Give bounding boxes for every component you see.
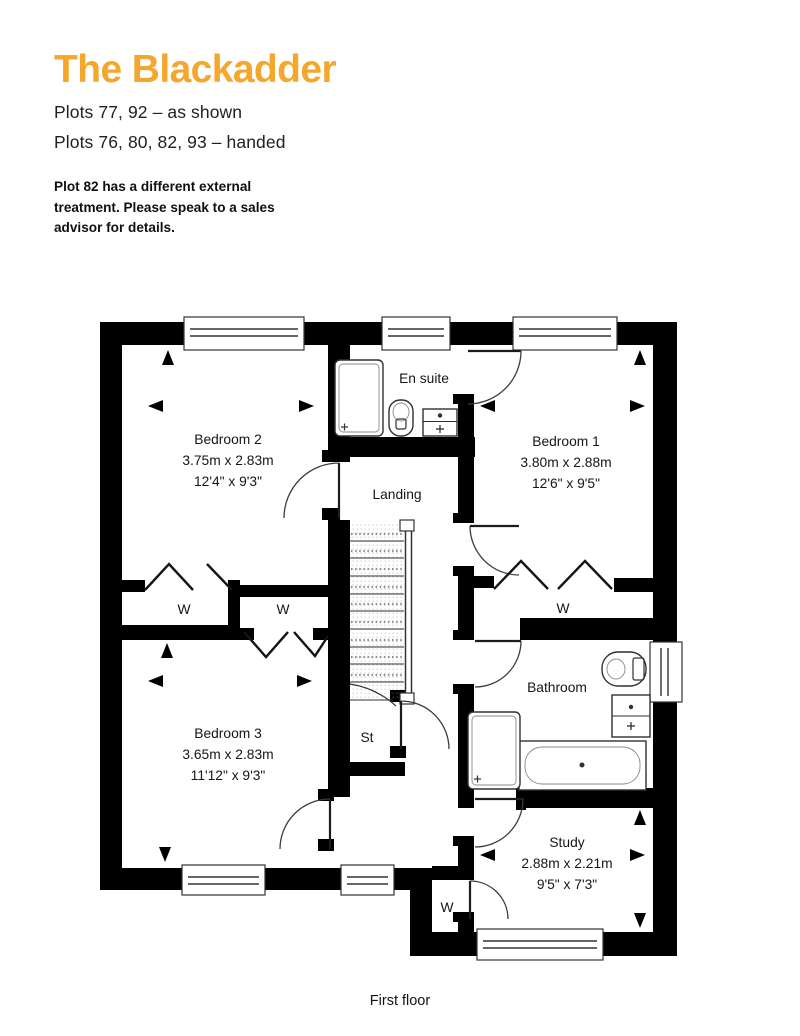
window-bedroom3-bottom-right (341, 865, 394, 895)
bedroom1-wardrobe-bifold-b (558, 561, 612, 589)
study-imperial: 9'5" x 7'3" (536, 877, 598, 892)
arrow-right (299, 400, 314, 412)
bedroom3-imperial: 11'12" x 9'3" (190, 768, 266, 783)
bathroom-label: Bathroom (527, 680, 587, 695)
store-label: St (360, 730, 374, 745)
window-bedroom3-bottom-left (182, 865, 265, 895)
bedroom1-imperial: 12'6" x 9'5" (532, 476, 600, 491)
bedroom2-wardrobe-bifold (145, 564, 193, 590)
bedroom2-imperial: 12'4" x 9'3" (194, 474, 262, 489)
bathroom-shower-tray (468, 712, 520, 789)
plots-as-shown-line: Plots 77, 92 – as shown (54, 102, 243, 122)
arrow-up (161, 643, 173, 658)
plot-note-line-1: Plot 82 has a different external (54, 179, 252, 194)
landing-label: Landing (372, 487, 422, 502)
bedroom2-metric: 3.75m x 2.83m (182, 453, 274, 468)
study-metric: 2.88m x 2.21m (521, 856, 613, 871)
arrow-right (630, 849, 645, 861)
window-bedroom2-top (184, 317, 304, 350)
bathroom-toilet (602, 652, 646, 686)
ensuite-basin (423, 409, 457, 436)
ensuite-toilet (389, 400, 413, 436)
arrow-up (162, 350, 174, 365)
page-title: The Blackadder (54, 48, 337, 91)
bathroom-basin (612, 695, 650, 737)
bathroom-bath (519, 741, 646, 790)
wardrobe-label-bedroom2: W (177, 602, 191, 617)
bedroom1-door (470, 526, 519, 575)
ensuite-door (468, 351, 521, 404)
bedroom2-wardrobe-leaf (207, 564, 232, 590)
arrow-right (630, 400, 645, 412)
bedroom1-name: Bedroom 1 (532, 434, 600, 449)
arrow-left (148, 675, 163, 687)
bedroom1-wardrobe-bifold-a (494, 561, 548, 589)
plot-note-line-2: treatment. Please speak to a sales (54, 199, 275, 215)
store-door (401, 701, 449, 749)
wardrobe-label-bedroom3: W (276, 602, 290, 617)
bedroom3-metric: 3.65m x 2.83m (182, 747, 274, 762)
bedroom1-metric: 3.80m x 2.88m (520, 455, 612, 470)
study-door (475, 799, 523, 847)
window-bedroom1-top (513, 317, 617, 350)
ensuite-shower-tray (335, 360, 383, 436)
plots-handed-line: Plots 76, 80, 82, 93 – handed (54, 132, 286, 152)
arrow-right (297, 675, 312, 687)
arrow-up (634, 810, 646, 825)
arrow-down (634, 913, 646, 928)
window-ensuite-top (382, 317, 450, 350)
arrow-down (159, 847, 171, 862)
arrow-up (634, 350, 646, 365)
bedroom2-name: Bedroom 2 (194, 432, 262, 447)
floor-caption: First floor (369, 993, 431, 1009)
study-name: Study (549, 835, 585, 850)
window-study-bottom (477, 929, 603, 960)
bathroom-door (475, 641, 521, 687)
window-bathroom-right (650, 642, 682, 702)
study-wardrobe-door (470, 881, 508, 919)
ensuite-label: En suite (399, 371, 449, 386)
bedroom3-name: Bedroom 3 (194, 726, 262, 741)
arrow-left (480, 849, 495, 861)
wardrobe-label-study: W (440, 900, 454, 915)
wardrobe-label-bedroom1: W (556, 601, 570, 616)
arrow-left (148, 400, 163, 412)
plot-note-line-3: advisor for details. (54, 220, 175, 235)
staircase (350, 520, 414, 706)
